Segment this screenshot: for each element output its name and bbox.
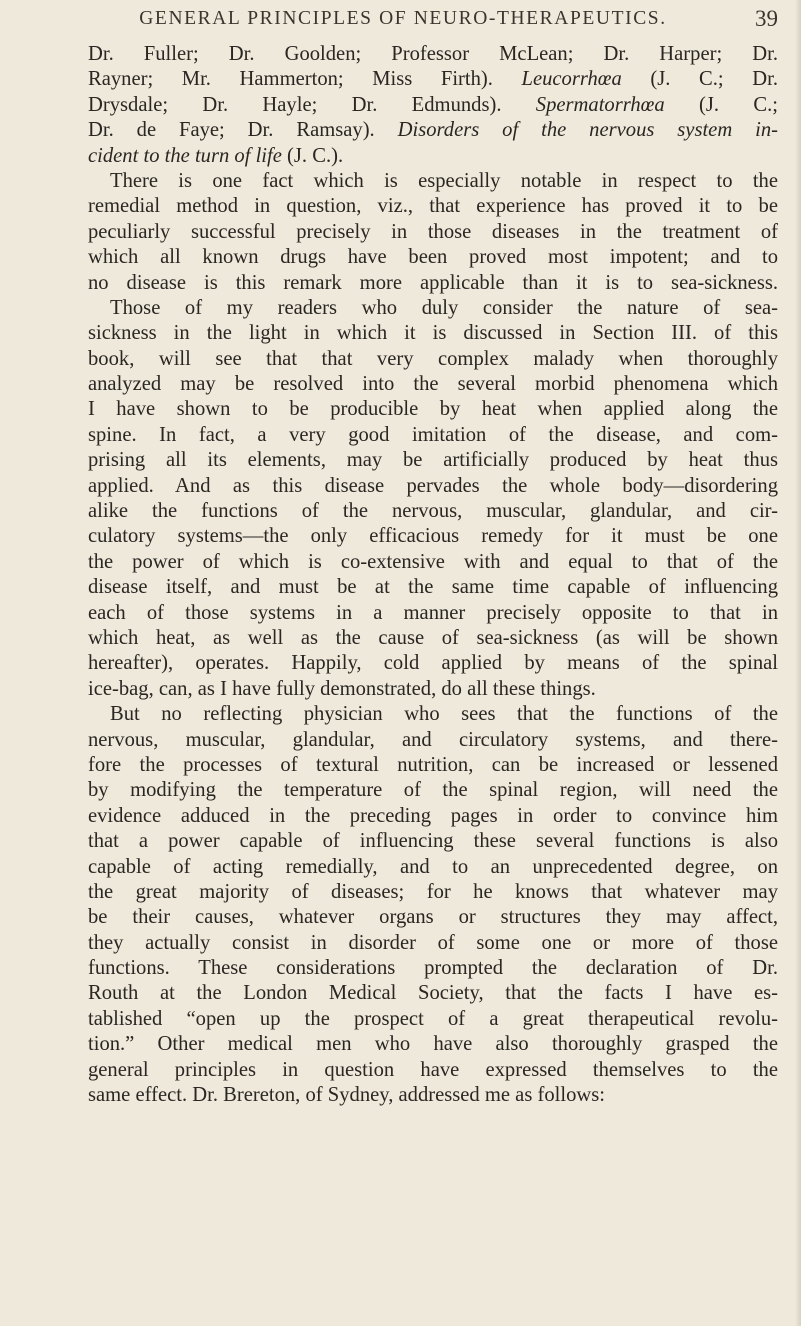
text-line — [88, 778, 778, 803]
text-run: same effect. Dr. Brereton, of Sydney, addressed me as follows: — [88, 1084, 605, 1107]
text-run: culatory systems—the only efficacious remedy for it must be one — [88, 525, 778, 548]
text-line — [88, 575, 778, 600]
text-line — [88, 829, 778, 854]
text-line — [88, 880, 778, 905]
text-line — [88, 651, 778, 676]
text-line — [88, 245, 778, 270]
text-run: applied. And as this disease pervades the whole body—disordering — [88, 474, 778, 497]
text-line — [88, 372, 778, 397]
text-run: tablished “open up the prospect of a great therapeutical revolu- — [88, 1007, 778, 1030]
text-run: functions. These considerations prompted the declaration of Dr. — [88, 957, 778, 980]
text-run: Routh at the London Medical Society, that the facts I have es- — [88, 982, 778, 1005]
text-line — [88, 220, 778, 245]
text-run: Drysdale; Dr. Hayle; Dr. Edmunds). — [88, 93, 536, 116]
text-run: each of those systems in a manner precisely opposite to that in — [88, 601, 778, 624]
text-line — [88, 728, 778, 753]
text-line — [88, 1032, 778, 1057]
text-line — [88, 753, 778, 778]
text-line — [88, 804, 778, 829]
text-run: Dr. Fuller; Dr. Goolden; Professor McLean; Dr. Harper; Dr. — [88, 43, 778, 65]
text-run: disease itself, and must be at the same time capable of influencing — [88, 576, 778, 599]
text-line — [88, 448, 778, 473]
text-line — [88, 499, 778, 524]
text-line — [88, 144, 778, 169]
page-number: 39 — [755, 6, 778, 31]
italic-text: cident to the turn of life — [88, 144, 282, 167]
text-run: by modifying the temperature of the spinal region, will need the — [88, 779, 778, 802]
text-run: (J. C.; Dr. — [621, 68, 778, 91]
text-run: sickness in the light in which it is discussed in Section III. of this — [88, 322, 778, 345]
text-run: (J. C.). — [281, 144, 344, 167]
text-run: I have shown to be producible by heat when applied along the — [88, 398, 778, 421]
text-line — [88, 601, 778, 626]
text-line — [88, 1058, 778, 1083]
text-run: that a power capable of influencing these several functions is also — [88, 830, 778, 853]
text-line — [88, 524, 778, 549]
body-text — [88, 42, 778, 1108]
text-run: But no reflecting physician who sees that the functions of the — [110, 703, 778, 726]
text-line — [88, 677, 778, 702]
text-run: Rayner; Mr. Hammerton; Miss Firth). — [88, 68, 522, 91]
text-run: Those of my readers who duly consider the nature of sea- — [110, 296, 778, 319]
text-run: they actually consist in disorder of some one or more of those — [88, 931, 778, 954]
text-run: the power of which is co-extensive with and equal to that of the — [88, 550, 778, 573]
text-line — [88, 118, 778, 143]
text-run: which heat, as well as the cause of sea-sickness (as will be shown — [88, 626, 778, 649]
text-line — [88, 271, 778, 296]
text-run: be their causes, whatever organs or structures they may affect, — [88, 906, 778, 929]
text-run: spine. In fact, a very good imitation of the disease, and com- — [88, 423, 778, 446]
text-run: peculiarly successful precisely in those diseases in the treatment of — [88, 220, 778, 243]
italic-text: Disorders of the nervous system in- — [397, 119, 778, 142]
text-run: fore the processes of textural nutrition, can be increased or lessened — [88, 753, 778, 776]
text-run: general principles in question have expressed themselves to the — [88, 1058, 778, 1081]
text-line — [88, 67, 778, 92]
text-run: tion.” Other medical men who have also thoroughly grasped the — [88, 1033, 778, 1056]
text-run: analyzed may be resolved into the several morbid phenomena which — [88, 373, 778, 396]
text-line — [88, 956, 778, 981]
text-line — [88, 905, 778, 930]
text-run: (J. C.; — [664, 93, 778, 116]
text-line — [88, 702, 778, 727]
text-line — [88, 194, 778, 219]
text-line — [88, 550, 778, 575]
text-line — [88, 1083, 778, 1108]
text-line — [88, 855, 778, 880]
text-run: book, will see that that very complex malady when thoroughly — [88, 347, 778, 370]
text-line — [88, 296, 778, 321]
text-line — [88, 931, 778, 956]
text-line — [88, 42, 778, 67]
text-line — [88, 169, 778, 194]
text-run: remedial method in question, viz., that experience has proved it to be — [88, 195, 778, 218]
text-run: capable of acting remedially, and to an unprecedented degree, on — [88, 855, 778, 878]
running-head: GENERAL PRINCIPLES OF NEURO-THERAPEUTICS. — [139, 8, 667, 29]
text-run: no disease is this remark more applicable than it is to sea-sickness. — [88, 271, 778, 294]
text-run: the great majority of diseases; for he knows that whatever may — [88, 880, 778, 903]
text-line — [88, 321, 778, 346]
text-run: There is one fact which is especially notable in respect to the — [110, 169, 778, 192]
text-run: ice-bag, can, as I have fully demonstrated, do all these things. — [88, 677, 596, 700]
text-run: nervous, muscular, glandular, and circulatory systems, and there- — [88, 728, 778, 751]
text-line — [88, 397, 778, 422]
text-run: prising all its elements, may be artificially produced by heat thus — [88, 449, 778, 472]
text-run: which all known drugs have been proved most impotent; and to — [88, 246, 778, 269]
text-run: alike the functions of the nervous, muscular, glandular, and cir- — [88, 500, 778, 523]
page-header — [88, 6, 778, 36]
text-run: hereafter), operates. Happily, cold applied by means of the spinal — [88, 652, 778, 675]
text-line — [88, 626, 778, 651]
text-line — [88, 347, 778, 372]
text-line — [88, 981, 778, 1006]
text-line — [88, 1007, 778, 1032]
italic-text: Spermatorrhœa — [535, 93, 665, 116]
text-line — [88, 474, 778, 499]
text-line — [88, 423, 778, 448]
text-run: Dr. de Faye; Dr. Ramsay). — [88, 119, 398, 142]
page-edge — [795, 0, 801, 1326]
italic-text: Leucorrhœa — [521, 68, 622, 91]
text-run: evidence adduced in the preceding pages in order to convince him — [88, 804, 778, 827]
text-line — [88, 93, 778, 118]
